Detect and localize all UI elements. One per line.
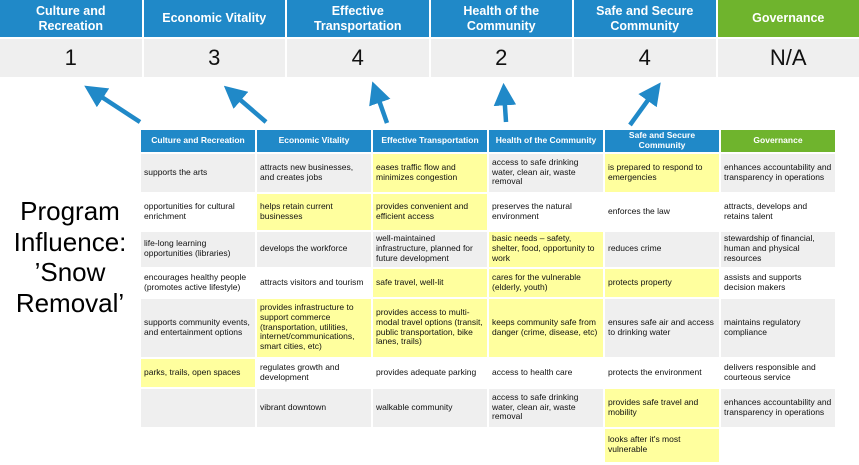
matrix-cell: protects property bbox=[605, 269, 719, 297]
score-safe-secure-community: 4 bbox=[574, 39, 716, 77]
matrix-cell: walkable community bbox=[373, 389, 487, 427]
matrix-cell: access to health care bbox=[489, 359, 603, 387]
matrix-cell: well-maintained infrastructure, planned for future development bbox=[373, 232, 487, 267]
matrix-cell: assists and supports decision makers bbox=[721, 269, 835, 297]
matrix-cell: attracts new businesses, and creates jobs bbox=[257, 154, 371, 192]
matrix-header-governance: Governance bbox=[721, 130, 835, 152]
matrix-header-transportation: Effective Transportation bbox=[373, 130, 487, 152]
matrix-cell bbox=[489, 429, 603, 462]
matrix-cell: life-long learning opportunities (libraries) bbox=[141, 232, 255, 267]
matrix-cell: eases traffic flow and minimizes congestion bbox=[373, 154, 487, 192]
program-label-line: ’Snow bbox=[34, 257, 106, 288]
matrix-cell: delivers responsible and courteous service bbox=[721, 359, 835, 387]
category-health-community: Health of the Community bbox=[431, 0, 573, 37]
arrow-to-economic-score bbox=[230, 91, 266, 122]
matrix-cell: opportunities for cultural enrichment bbox=[141, 194, 255, 230]
matrix-cell: cares for the vulnerable (elderly, youth) bbox=[489, 269, 603, 297]
influence-matrix-table bbox=[139, 128, 837, 464]
table-row bbox=[141, 194, 835, 230]
score-effective-transportation: 4 bbox=[287, 39, 429, 77]
influence-arrows bbox=[0, 78, 859, 130]
table-row bbox=[141, 154, 835, 192]
matrix-cell: is prepared to respond to emergencies bbox=[605, 154, 719, 192]
matrix-cell: enhances accountability and transparency in operations bbox=[721, 389, 835, 427]
arrow-to-transportation-score bbox=[375, 89, 387, 123]
matrix-cell: provides adequate parking bbox=[373, 359, 487, 387]
matrix-cell: maintains regulatory compliance bbox=[721, 299, 835, 357]
table-row bbox=[141, 359, 835, 387]
matrix-header-row bbox=[141, 130, 835, 152]
matrix-header-culture: Culture and Recreation bbox=[141, 130, 255, 152]
matrix-cell: keeps community safe from danger (crime, disease, etc) bbox=[489, 299, 603, 357]
matrix-cell: looks after it's most vulnerable bbox=[605, 429, 719, 462]
matrix-cell: supports the arts bbox=[141, 154, 255, 192]
arrow-to-health-score bbox=[504, 91, 506, 122]
matrix-cell: preserves the natural environment bbox=[489, 194, 603, 230]
matrix-cell: provides convenient and efficient access bbox=[373, 194, 487, 230]
program-influence-label bbox=[0, 196, 140, 319]
matrix-cell: regulates growth and development bbox=[257, 359, 371, 387]
score-economic-vitality: 3 bbox=[144, 39, 286, 77]
matrix-cell: protects the environment bbox=[605, 359, 719, 387]
matrix-cell: reduces crime bbox=[605, 232, 719, 267]
arrow-to-culture-score bbox=[91, 90, 140, 122]
matrix-cell: safe travel, well-lit bbox=[373, 269, 487, 297]
category-header-row bbox=[0, 0, 859, 37]
matrix-cell: access to safe drinking water, clean air, waste removal bbox=[489, 389, 603, 427]
matrix-cell: supports community events, and entertainment options bbox=[141, 299, 255, 357]
category-effective-transportation: Effective Transportation bbox=[287, 0, 429, 37]
matrix-cell: access to safe drinking water, clean air, waste removal bbox=[489, 154, 603, 192]
score-health-community: 2 bbox=[431, 39, 573, 77]
table-row bbox=[141, 429, 835, 462]
matrix-cell: parks, trails, open spaces bbox=[141, 359, 255, 387]
table-row bbox=[141, 389, 835, 427]
matrix-cell bbox=[141, 389, 255, 427]
matrix-header-economic: Economic Vitality bbox=[257, 130, 371, 152]
matrix-cell: encourages healthy people (promotes active lifestyle) bbox=[141, 269, 255, 297]
table-row bbox=[141, 232, 835, 267]
score-row bbox=[0, 39, 859, 77]
program-label-line: Program bbox=[20, 196, 120, 226]
matrix-cell: ensures safe air and access to drinking water bbox=[605, 299, 719, 357]
matrix-cell: provides infrastructure to support commerce (transportation, utilities, internet/communications, smart cities, etc) bbox=[257, 299, 371, 357]
matrix-cell: enforces the law bbox=[605, 194, 719, 230]
matrix-cell: helps retain current businesses bbox=[257, 194, 371, 230]
matrix-header-safe-secure: Safe and Secure Community bbox=[605, 130, 719, 152]
program-label-line: Influence: bbox=[13, 226, 127, 257]
matrix-cell: enhances accountability and transparency in operations bbox=[721, 154, 835, 192]
table-row bbox=[141, 269, 835, 297]
arrow-to-safe-secure-score bbox=[630, 89, 656, 125]
matrix-cell: vibrant downtown bbox=[257, 389, 371, 427]
matrix-cell bbox=[257, 429, 371, 462]
category-economic-vitality: Economic Vitality bbox=[144, 0, 286, 37]
matrix-cell: provides safe travel and mobility bbox=[605, 389, 719, 427]
matrix-header-health: Health of the Community bbox=[489, 130, 603, 152]
score-governance: N/A bbox=[718, 39, 859, 77]
matrix-cell: stewardship of financial, human and physical resources bbox=[721, 232, 835, 267]
matrix-cell: attracts, develops and retains talent bbox=[721, 194, 835, 230]
matrix-cell bbox=[373, 429, 487, 462]
score-culture-recreation: 1 bbox=[0, 39, 142, 77]
matrix-cell: provides access to multi-modal travel options (transit, public transportation, bike lanes, trails) bbox=[373, 299, 487, 357]
matrix-cell bbox=[721, 429, 835, 462]
matrix-cell bbox=[141, 429, 255, 462]
program-label-line: Removal’ bbox=[15, 288, 125, 319]
matrix-cell: develops the workforce bbox=[257, 232, 371, 267]
category-safe-secure-community: Safe and Secure Community bbox=[574, 0, 716, 37]
matrix-cell: basic needs – safety, shelter, food, opportunity to work bbox=[489, 232, 603, 267]
table-row bbox=[141, 299, 835, 357]
matrix-cell: attracts visitors and tourism bbox=[257, 269, 371, 297]
category-governance: Governance bbox=[718, 0, 859, 37]
category-culture-recreation: Culture and Recreation bbox=[0, 0, 142, 37]
